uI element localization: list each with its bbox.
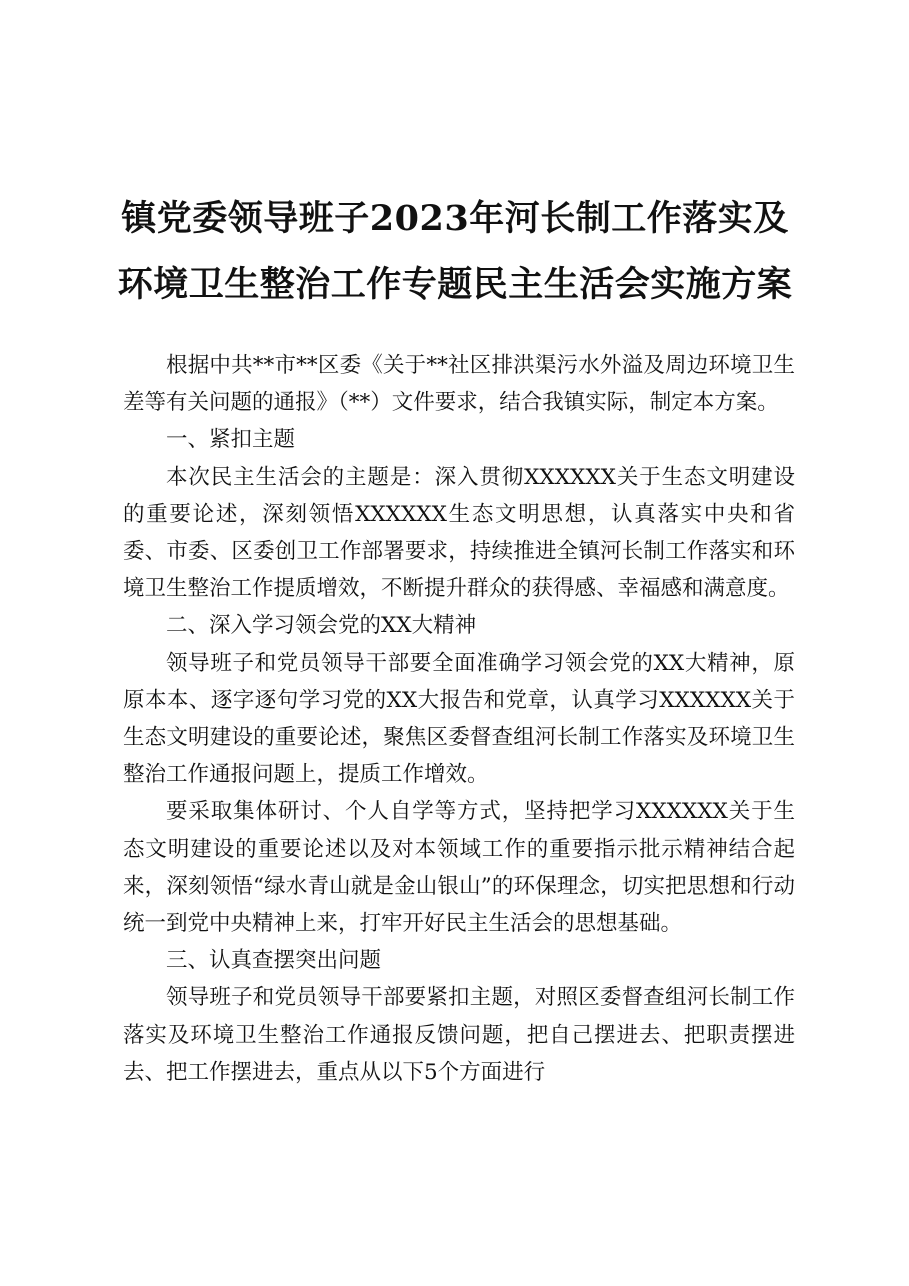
paragraph-issues: 领导班子和党员领导干部要紧扣主题，对照区委督查组河长制工作落实及环境卫生整治工作通报反馈问题，把自己摆进去、把职责摆进去、把工作摆进去，重点从以下5个方面进行: [123, 985, 795, 1085]
paragraph-intro: 根据中共**市**区委《关于**社区排洪渠污水外溢及周边环境卫生差等有关问题的通报》（**）文件要求，结合我镇实际，制定本方案。: [123, 353, 795, 416]
paragraph-theme: 本次民主生活会的主题是：深入贯彻XXXXXX关于生态文明建设的重要论述，深刻领悟XXXXXX生态文明思想，认真落实中央和省委、市委、区委创卫工作部署要求，持续推进全镇河长制工作落实和环境卫生整治工作提质增效，不断提升群众的获得感、幸福感和满意度。: [123, 464, 795, 602]
section-heading-1: 一、紧扣主题: [166, 427, 296, 453]
document-body: [123, 347, 795, 1091]
section-heading-2: 二、深入学习领会党的XX大精神: [166, 613, 477, 639]
section-heading-3: 三、认真查摆突出问题: [166, 948, 382, 974]
paragraph-study: 领导班子和党员领导干部要全面准确学习领会党的XX大精神，原原本本、逐字逐句学习党的XX大报告和党章，认真学习XXXXXX关于生态文明建设的重要论述，聚焦区委督查组河长制工作落实及环境卫生整治工作通报问题上，提质工作增效。: [123, 650, 795, 788]
paragraph-study-methods: 要采取集体研讨、个人自学等方式，坚持把学习XXXXXX关于生态文明建设的重要论述以及对本领域工作的重要指示批示精神结合起来，深刻领悟“绿水青山就是金山银山”的环保理念，切实把思想和行动统一到党中央精神上来，打牢开好民主生活会的思想基础。: [123, 799, 795, 937]
document-title: 镇党委领导班子2023年河长制工作落实及环境卫生整治工作专题民主生活会实施方案: [117, 198, 793, 305]
